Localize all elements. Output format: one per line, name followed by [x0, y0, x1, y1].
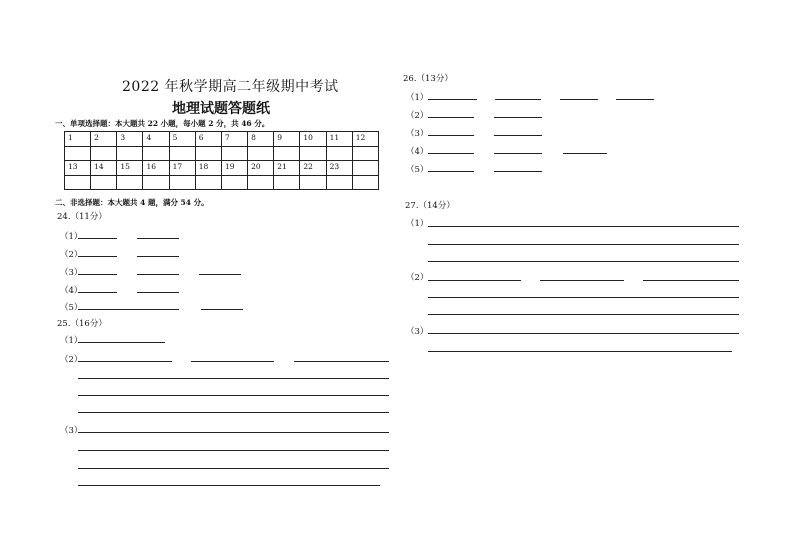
exam-subtitle: 地理试题答题纸	[172, 101, 270, 117]
grid-number-cell: 15	[117, 161, 143, 176]
q24-label-2: （2）	[60, 250, 83, 260]
q27-3-answer-line[interactable]	[428, 333, 739, 334]
answer-cell[interactable]	[65, 146, 91, 161]
q24-2-blank-b[interactable]	[137, 256, 179, 257]
answer-cell[interactable]	[143, 175, 169, 190]
q24-label-1: （1）	[60, 232, 83, 242]
section-2-heading: 二、非选择题：本大题共 4 题，满分 54 分。	[55, 198, 209, 207]
q24-1-blank-b[interactable]	[137, 238, 179, 239]
q27-label-3: （3）	[406, 327, 429, 337]
grid-number-cell: 17	[169, 161, 195, 176]
section-1-heading: 一、单项选择题：本大题共 22 小题，每小题 2 分，共 46 分。	[55, 119, 270, 128]
q25-2-answer-line[interactable]	[78, 412, 389, 413]
grid-number-cell: 1	[65, 132, 91, 147]
q25-1-blank[interactable]	[78, 342, 165, 343]
answer-cell[interactable]	[117, 146, 143, 161]
answer-cell[interactable]	[65, 175, 91, 190]
q25-label-2: （2）	[60, 355, 83, 365]
answer-cell[interactable]	[326, 175, 352, 190]
q24-2-blank-a[interactable]	[78, 256, 117, 257]
q25-2-answer-line[interactable]	[78, 378, 389, 379]
q24-3-blank-b[interactable]	[137, 274, 179, 275]
grid-number-cell: 10	[300, 132, 326, 147]
q24-3-blank-a[interactable]	[78, 274, 117, 275]
q24-1-blank-a[interactable]	[78, 238, 117, 239]
answer-cell[interactable]	[117, 175, 143, 190]
q27-2-blank-c[interactable]	[643, 280, 739, 281]
q26-4-blank-c[interactable]	[563, 153, 607, 154]
answer-grid	[64, 131, 379, 190]
q26-title: 26.（13分）	[403, 74, 453, 84]
q26-4-blank-a[interactable]	[428, 153, 474, 154]
grid-number-cell: 5	[169, 132, 195, 147]
q26-label-3: （3）	[406, 129, 429, 139]
q27-2-blank-b[interactable]	[540, 280, 624, 281]
q25-3-answer-line[interactable]	[78, 468, 389, 469]
grid-number-cell: 8	[248, 132, 274, 147]
grid-row-numbers-1	[65, 132, 379, 147]
q27-1-answer-line[interactable]	[428, 226, 739, 227]
q24-5-blank-a[interactable]	[78, 309, 179, 310]
q25-title: 25.（16分）	[57, 319, 107, 329]
grid-number-cell: 12	[352, 132, 378, 147]
q27-label-1: （1）	[406, 219, 429, 229]
q26-label-4: （4）	[406, 147, 429, 157]
q26-4-blank-b[interactable]	[494, 153, 542, 154]
q26-label-5: （5）	[406, 165, 429, 175]
q26-label-1: （1）	[406, 93, 429, 103]
answer-cell[interactable]	[326, 146, 352, 161]
q24-label-5: （5）	[60, 303, 83, 313]
answer-cell[interactable]	[274, 146, 300, 161]
grid-number-cell: 3	[117, 132, 143, 147]
grid-number-cell: 16	[143, 161, 169, 176]
q26-2-blank-a[interactable]	[428, 117, 474, 118]
answer-cell[interactable]	[91, 146, 117, 161]
q24-label-4: （4）	[60, 286, 83, 296]
grid-number-cell: 19	[221, 161, 247, 176]
q25-label-1: （1）	[60, 336, 83, 346]
q25-2-blank-c[interactable]	[294, 361, 389, 362]
answer-cell[interactable]	[352, 146, 378, 161]
answer-cell[interactable]	[274, 175, 300, 190]
q24-5-blank-b[interactable]	[201, 309, 243, 310]
answer-cell[interactable]	[91, 175, 117, 190]
answer-cell[interactable]	[195, 175, 221, 190]
grid-number-cell: 4	[143, 132, 169, 147]
answer-cell[interactable]	[195, 146, 221, 161]
grid-number-cell: 23	[326, 161, 352, 176]
q26-1-blank-c[interactable]	[560, 99, 598, 100]
q27-3-answer-line[interactable]	[428, 351, 732, 352]
q26-2-blank-b[interactable]	[494, 117, 542, 118]
q25-label-3: （3）	[60, 426, 83, 436]
answer-cell[interactable]	[248, 146, 274, 161]
q25-2-blank-a[interactable]	[78, 361, 172, 362]
q25-3-answer-line[interactable]	[78, 432, 389, 433]
q27-title: 27.（14分）	[405, 201, 455, 211]
grid-number-cell: 6	[195, 132, 221, 147]
q24-title: 24.（11分）	[57, 212, 107, 222]
q25-2-blank-b[interactable]	[191, 361, 274, 362]
answer-cell[interactable]	[352, 175, 378, 190]
answer-cell[interactable]	[300, 175, 326, 190]
grid-number-cell: 7	[221, 132, 247, 147]
answer-cell[interactable]	[169, 146, 195, 161]
answer-cell[interactable]	[143, 146, 169, 161]
grid-number-cell: 11	[326, 132, 352, 147]
q26-3-blank-a[interactable]	[428, 135, 474, 136]
q26-label-2: （2）	[406, 111, 429, 121]
q24-4-blank-b[interactable]	[137, 292, 179, 293]
grid-number-cell: 22	[300, 161, 326, 176]
answer-cell[interactable]	[300, 146, 326, 161]
q26-1-blank-d[interactable]	[616, 99, 654, 100]
grid-number-cell	[352, 161, 378, 176]
q26-5-blank-b[interactable]	[494, 171, 542, 172]
q26-5-blank-a[interactable]	[428, 171, 474, 172]
q27-2-answer-line[interactable]	[428, 297, 739, 298]
grid-number-cell: 13	[65, 161, 91, 176]
q24-label-3: （3）	[60, 268, 83, 278]
grid-row-numbers-2	[65, 161, 379, 176]
grid-number-cell: 14	[91, 161, 117, 176]
q26-1-blank-a[interactable]	[428, 99, 477, 100]
q27-2-answer-line[interactable]	[428, 314, 739, 315]
grid-number-cell: 9	[274, 132, 300, 147]
q24-3-blank-c[interactable]	[199, 274, 241, 275]
q27-1-answer-line[interactable]	[428, 261, 739, 262]
q25-3-answer-line[interactable]	[78, 450, 389, 451]
exam-title: 2022 年秋学期高二年级期中考试	[122, 79, 339, 95]
grid-number-cell: 21	[274, 161, 300, 176]
q27-1-answer-line[interactable]	[428, 244, 739, 245]
q26-1-blank-b[interactable]	[495, 99, 541, 100]
grid-number-cell: 2	[91, 132, 117, 147]
answer-cell[interactable]	[248, 175, 274, 190]
answer-cell[interactable]	[221, 146, 247, 161]
grid-row-answers-1	[65, 146, 379, 161]
q24-4-blank-a[interactable]	[78, 292, 117, 293]
answer-cell[interactable]	[169, 175, 195, 190]
q25-2-answer-line[interactable]	[78, 395, 389, 396]
answer-cell[interactable]	[221, 175, 247, 190]
q26-3-blank-b[interactable]	[494, 135, 542, 136]
grid-number-cell: 18	[195, 161, 221, 176]
grid-row-answers-2	[65, 175, 379, 190]
q25-3-answer-line[interactable]	[78, 485, 380, 486]
q27-label-2: （2）	[406, 273, 429, 283]
grid-number-cell: 20	[248, 161, 274, 176]
q27-2-blank-a[interactable]	[428, 280, 521, 281]
